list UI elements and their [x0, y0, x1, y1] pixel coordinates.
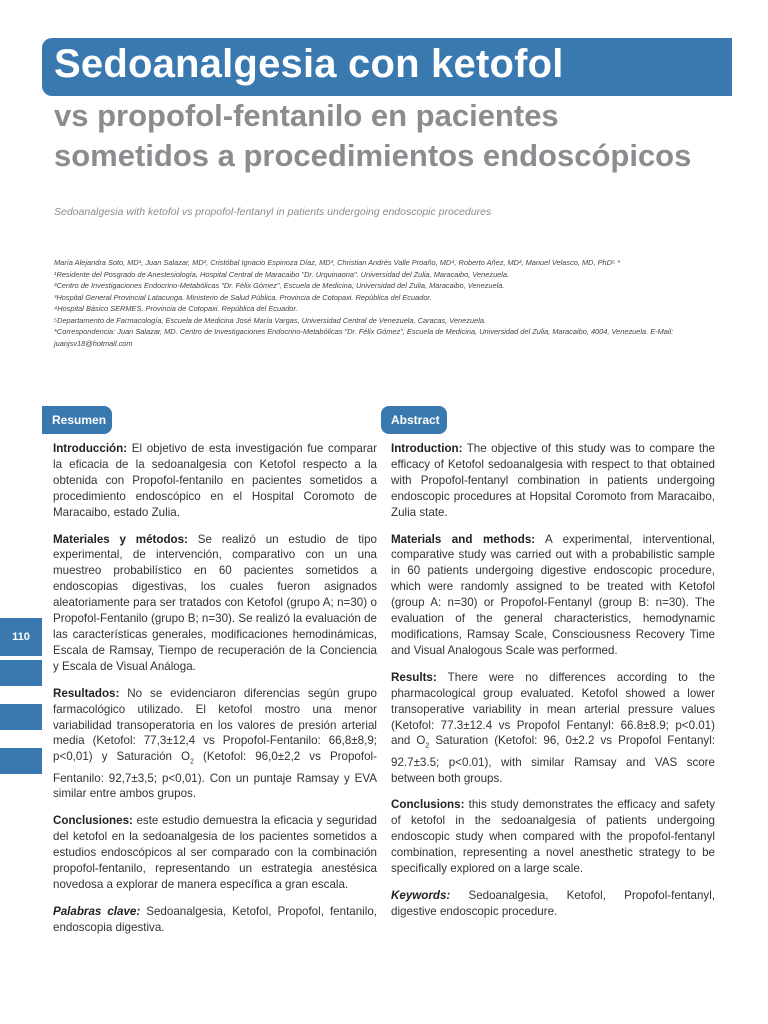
resumen-results: Resultados: No se evidenciaron diferencias según grupo farmacológico utilizado. El ketofol mostro una menor variabilidad transoperatoria en los valores de presión arterial media (Ketofol: 77,3±12,4 vs Propofol-Fentanilo: 66,8±8,9; p<0,01) y Saturación $O_2$ (Ketofol: 96,0±2,2 vs Propofol-Fentanilo: 92,7±3,5; p<0,01). Con un puntaje Ramsay y EVA similar entre ambos grupos. — [53, 686, 377, 801]
subtitle-line-1: vs propofol-fentanilo en pacientes — [54, 98, 559, 133]
resumen-column — [53, 441, 377, 947]
resumen-keywords: Palabras clave: Sedoanalgesia, Ketofol, Propofol, fentanilo, endoscopia digestiva. — [53, 904, 378, 934]
abstract-heading: Abstract — [381, 406, 447, 434]
affiliation-1: ¹Residente del Posgrado de Anestesiología, Hospital Central de Maracaibo "Dr. Urquinaona". Universidad del Zulia, Maracaibo, Venezuela. — [54, 269, 510, 279]
affiliation-5: ⁵Departamento de Farmacología, Escuela de Medicina José María Vargas, Universidad Central de Venezuela, Caracas, Venezuela. — [54, 315, 486, 325]
affiliation-4: ⁴Hospital Básico SERMES. Provincia de Cotopaxi. República del Ecuador. — [54, 304, 298, 313]
article-title: Sedoanalgesia con ketofol — [54, 42, 564, 86]
title-banner — [42, 38, 732, 96]
abstract-intro: Introduction: The objective of this study was to compare the efficacy of Ketofol sedoanalgesia with respect to that obtained with Propofol-fentanyl combination in patients undergoing endoscopic procedures at Hopsital Coromoto from Maracaibo, Zulia state. — [391, 442, 715, 519]
authors-block — [54, 257, 718, 349]
resumen-methods: Materiales y métodos: Se realizó un estudio de tipo experimental, de intervención, comparativo con un una muestreo probabilístico en 60 pacientes sometidos a endoscopias digestivas, los cuales fueron asignados aleatoriamente para ser tratados con Ketofol (grupo A; n=30) o Propofol-Fentanilo (grupo B; n=30). Se realizó la evaluación de las características generales, modificaciones hemodinámicas, Escala de Ramsay, Tiempo de recuperación de la Conciencia y Escala de Visual Análoga. — [53, 532, 377, 673]
abstract-conclusions: Conclusions: this study demonstrates the efficacy and safety of ketofol in the sedoanalgesia of patients undergoing endoscopic study when compared with the propofol-fentanyl combination, representing a novel anesthetic strategy to be specifically explored on a large scale. — [391, 798, 715, 876]
margin-tab — [0, 704, 42, 730]
resumen-heading: Resumen — [42, 406, 112, 434]
resumen-conclusions: Conclusiones: este estudio demuestra la eficacia y seguridad del ketofol en la sedoanalgesia de los pacientes sometidos a estudios endoscópicos al ser comparado con la combinación propofol-fentanilo, representando un estrategia anestésica novedosa a explorar de manera específica a gran escala. — [53, 814, 377, 891]
english-title: Sedoanalgesia with ketofol vs propofol-fentanyl in patients undergoing endoscopic procedures — [54, 206, 492, 218]
correspondence: *Correspondencia: Juan Salazar, MD. Centro de Investigaciones Endocrino-Metabólicas "Dr. Félix Gómez", Escuela de Medicina, Universidad del Zulia, Maracaibo, 4004, Venezuela. E-Mail: juanjsv18@hotmail.com — [54, 327, 674, 348]
abstract-results: Results: There were no differences according to the pharmacological group evaluated. Ketofol showed a lower transoperative variability in mean arterial pressure values (Ketofol: 77.3±12.4 vs Propofol Fentanyl: 66.8±8.9; p<0.01) and $O_2$ Saturation (Ketofol: 96, 0±2.2 vs Propofol Fentanyl: 92.7±3.5; p<0.01), with similar Ramsay and VAS score between both groups. — [391, 670, 715, 785]
affiliation-3: ³Hospital General Provincial Latacunga. Ministerio de Salud Pública. Provincia de Cotopaxi. República del Ecuador. — [54, 292, 432, 302]
article-subtitle — [54, 96, 734, 176]
subtitle-line-2: sometidos a procedimientos endoscópicos — [54, 138, 692, 173]
author-names: María Alejandra Soto, MD¹, Juan Salazar, MD², Cristóbal Ignacio Espinoza Díaz, MD³, Christian Andrés Valle Proaño, MD⁴, Roberto Añez, MD², Manuel Velasco, MD, PhD⁵ * — [54, 258, 621, 267]
abstract-methods: Materials and methods: A experimental, interventional, comparative study was carried out with a probabilistic sample in 60 patients undergoing digestive endoscopic procedure, which were randomly assigned to be treated with Ketofol (group A: n=30) or Propofol-Fentanyl (group B: n=30). The evaluation of the general characteristics, hemodynamic modifications, Ramsay Scale, Consciousness Recovery Time and Visual Analogous Scale was performed. — [391, 532, 715, 657]
page-number: 110 — [0, 618, 42, 656]
abstract-column — [391, 441, 715, 931]
margin-tab — [0, 660, 42, 686]
affiliation-2: ²Centro de Investigaciones Endocrino-Metabólicas "Dr. Félix Gómez", Escuela de Medicina, Universidad del Zulia, Maracaibo, Venezuela. — [54, 281, 505, 290]
resumen-intro: Introducción: El objetivo de esta investigación fue comparar la eficacia de la sedoanalgesia con Ketofol respecto a la obtenida con Propofol-fentanilo en pacientes sometidos a procedimiento endoscópico en el Hospital Coromoto de Maracaibo, estado Zulia. — [53, 442, 377, 519]
margin-tab — [0, 748, 42, 774]
abstract-keywords: Keywords: Sedoanalgesia, Ketofol, Propofol-fentanyl, digestive endoscopic procedure. — [391, 888, 715, 918]
